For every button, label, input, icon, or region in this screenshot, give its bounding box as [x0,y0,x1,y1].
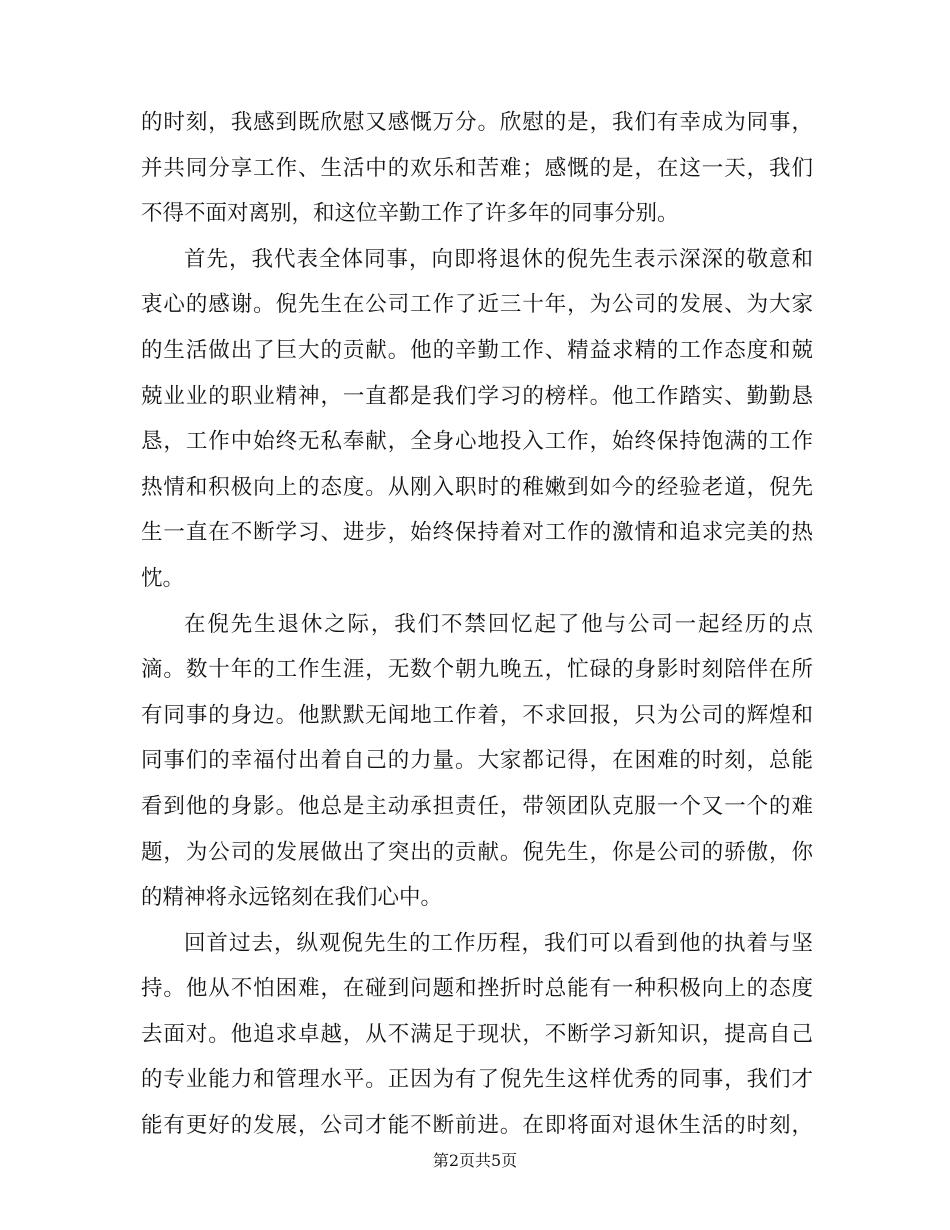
text-line: 忱。 [141,565,185,591]
text-line: 兢业业的职业精神，一直都是我们学习的榜样。他工作踏实、勤勤恳 [141,383,813,409]
text-line: 首先，我代表全体同事，向即将退休的倪先生表示深深的敬意和 [184,246,813,272]
text-line: 的专业能力和管理水平。正因为有了倪先生这样优秀的同事，我们才 [141,1067,813,1093]
paragraph [141,100,813,237]
text-line: 同事们的幸福付出着自己的力量。大家都记得，在困难的时刻，总能 [141,748,813,774]
page-number: 第2页共5页 [432,1151,518,1170]
paragraph [141,237,813,602]
text-line: 在倪先生退休之际，我们不禁回忆起了他与公司一起经历的点 [184,611,813,637]
text-line: 热情和积极向上的态度。从刚入职时的稚嫩到如今的经验老道，倪先 [141,474,813,500]
text-line: 有同事的身边。他默默无闻地工作着，不求回报，只为公司的辉煌和 [141,702,813,728]
text-line: 衷心的感谢。倪先生在公司工作了近三十年，为公司的发展、为大家 [141,292,813,318]
text-line: 滴。数十年的工作生涯，无数个朝九晚五，忙碌的身影时刻陪伴在所 [141,657,813,683]
text-line: 去面对。他追求卓越，从不满足于现状，不断学习新知识，提高自己 [141,1021,813,1047]
text-line: 的时刻，我感到既欣慰又感慨万分。欣慰的是，我们有幸成为同事， [141,110,813,135]
paragraph [141,921,813,1149]
text-line: 的生活做出了巨大的贡献。他的辛勤工作、精益求精的工作态度和兢 [141,337,813,363]
text-line: 能有更好的发展，公司才能不断前进。在即将面对退休生活的时刻， [141,1113,813,1139]
text-line: 并共同分享工作、生活中的欢乐和苦难；感慨的是，在这一天，我们 [141,155,813,181]
text-line: 看到他的身影。他总是主动承担责任，带领团队克服一个又一个的难 [141,793,813,819]
text-line: 不得不面对离别，和这位辛勤工作了许多年的同事分别。 [141,201,679,227]
text-line: 题，为公司的发展做出了突出的贡献。倪先生，你是公司的骄傲，你 [141,839,813,865]
paragraph [141,602,813,921]
text-line: 恳，工作中始终无私奉献，全身心地投入工作，始终保持饱满的工作 [141,429,813,455]
text-line: 的精神将永远铭刻在我们心中。 [141,885,443,911]
text-line: 回首过去，纵观倪先生的工作历程，我们可以看到他的执着与坚 [184,930,813,956]
document-body [141,100,813,1149]
text-line: 生一直在不断学习、进步，始终保持着对工作的激情和追求完美的热 [141,520,813,546]
text-line: 持。他从不怕困难，在碰到问题和挫折时总能有一种积极向上的态度 [141,976,813,1002]
